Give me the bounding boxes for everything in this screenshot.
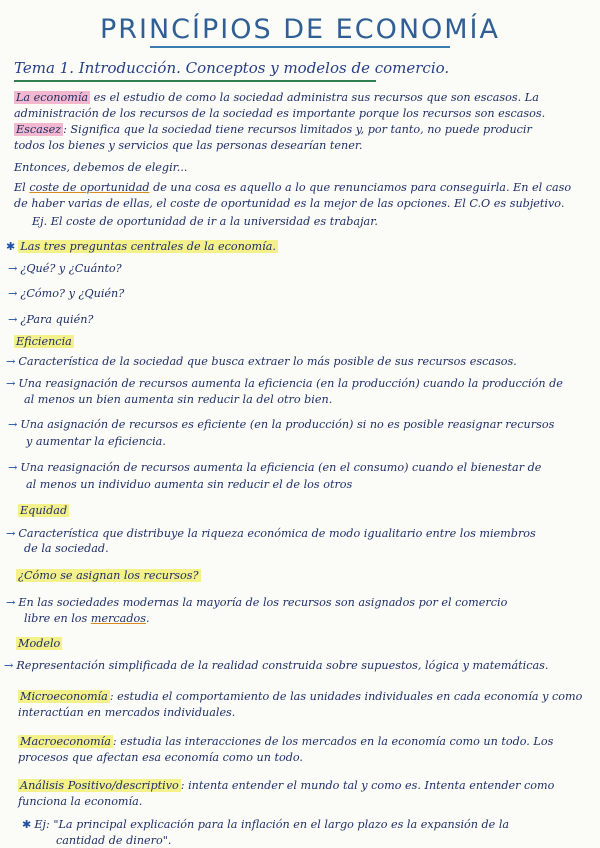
model-heading-text: Modelo (18, 637, 61, 650)
highlight-analisis-positivo: Análisis Positivo/descriptivo (20, 779, 179, 792)
question-2-text: ¿Cómo? y ¿Quién? (20, 287, 125, 300)
questions-heading-text: Las tres preguntas centrales de la economía. (20, 240, 276, 253)
decide-line: Entonces, debemos de elegir... (14, 161, 188, 174)
highlight-economia: La economía (16, 91, 89, 104)
question-3-text: ¿Para quién? (20, 313, 94, 326)
arrow-icon: → (8, 287, 18, 300)
question-1 (8, 262, 122, 275)
star-icon: ✱ (22, 818, 32, 831)
efficiency-item-2 (6, 377, 563, 390)
highlight-escasez: Escasez (16, 123, 62, 136)
example-line-1 (22, 818, 509, 831)
arrow-icon: → (6, 377, 16, 390)
cost-prefix: El (14, 181, 30, 194)
star-icon: ✱ (6, 240, 16, 253)
allocation-line-2-c: . (146, 612, 150, 625)
efficiency-item-1 (6, 355, 517, 368)
macro-line-1-text: : estudia las interacciones de los mercados en la economía como un todo. Los (112, 735, 554, 748)
highlight-macroeconomia: Macroeconomía (20, 735, 111, 748)
arrow-icon: → (6, 596, 16, 609)
questions-heading (6, 240, 278, 253)
efficiency-heading (14, 335, 74, 348)
model-line-1 (4, 659, 548, 672)
title-underline (150, 46, 450, 48)
equity-line-1 (6, 527, 536, 540)
arrow-icon: → (6, 355, 16, 368)
model-line-1-text: Representación simplificada de la realidad construida sobre supuestos, lógica y matemáticas. (16, 659, 549, 672)
allocation-line-2 (24, 612, 150, 625)
micro-line-1-text: : estudia el comportamiento de las unidades individuales en cada economía y como (109, 690, 583, 703)
macro-line-2: procesos que afectan esa economía como un todo. (18, 751, 303, 764)
highlight-coste-oportunidad: coste de oportunidad (29, 181, 150, 194)
arrow-icon: → (8, 461, 18, 474)
equity-line-1-text: Característica que distribuye la riqueza económica de modo igualitario entre los miembros (18, 527, 536, 540)
efficiency-item-3 (8, 418, 554, 431)
efficiency-item-2-cont: al menos un bien aumenta sin reducir la del otro bien. (24, 393, 333, 406)
arrow-icon: → (8, 313, 18, 326)
positive-line-1-text: : intenta entender el mundo tal y como es. Intenta entender como (180, 779, 555, 792)
arrow-icon: → (4, 659, 14, 672)
question-1-text: ¿Qué? y ¿Cuánto? (20, 262, 122, 275)
cost-example: Ej. El coste de oportunidad de ir a la universidad es trabajar. (32, 215, 378, 228)
allocation-heading (16, 569, 201, 582)
equity-heading (18, 504, 69, 517)
intro-line-3-text: : Significa que la sociedad tiene recursos limitados y, por tanto, no puede producir (63, 123, 532, 136)
question-3 (8, 313, 93, 326)
question-2 (8, 287, 124, 300)
allocation-line-2-a: libre en los (24, 612, 91, 625)
allocation-line-1 (6, 596, 507, 609)
topic-heading: Tema 1. Introducción. Conceptos y modelos de comercio. (14, 59, 450, 77)
intro-line-2: administración de los recursos de la sociedad es importante porque los recursos son escasos. (14, 107, 546, 120)
efficiency-item-3-cont: y aumentar la eficiencia. (26, 435, 166, 448)
topic-underline (14, 80, 376, 82)
intro-line-3 (14, 123, 532, 136)
efficiency-item-4-cont: al menos un individuo aumenta sin reducir el de los otros (26, 478, 353, 491)
positive-line-2: funciona la economía. (18, 795, 143, 808)
allocation-line-1-text: En las sociedades modernas la mayoría de los recursos son asignados por el comercio (18, 596, 508, 609)
intro-line-1 (14, 91, 539, 104)
efficiency-item-4 (8, 461, 541, 474)
efficiency-item-4-text: Una reasignación de recursos aumenta la eficiencia (en el consumo) cuando el bienestar de (20, 461, 542, 474)
arrow-icon: → (8, 262, 18, 275)
efficiency-item-2-text: Una reasignación de recursos aumenta la eficiencia (en la producción) cuando la producción de (18, 377, 563, 390)
model-heading (16, 637, 62, 650)
micro-line-2: interactúan en mercados individuales. (18, 706, 236, 719)
example-line-2: cantidad de dinero". (56, 834, 172, 847)
efficiency-item-1-text: Característica de la sociedad que busca extraer lo más posible de sus recursos escasos. (18, 355, 517, 368)
equity-line-2: de la sociedad. (24, 542, 109, 555)
page-title: PRINCÍPIOS DE ECONOMÍA (99, 14, 500, 45)
allocation-heading-text: ¿Cómo se asignan los recursos? (18, 569, 199, 582)
macro-line-1 (18, 735, 553, 748)
efficiency-item-3-text: Una asignación de recursos es eficiente (en la producción) si no es posible reasignar recursos (20, 418, 555, 431)
arrow-icon: → (6, 527, 16, 540)
cost-line-1-text: de una cosa es aquello a lo que renunciamos para conseguirla. En el caso (149, 181, 572, 194)
example-line-1-text: Ej: "La principal explicación para la inflación en el largo plazo es la expansión de la (34, 818, 510, 831)
arrow-icon: → (8, 418, 18, 431)
cost-line-1 (14, 181, 571, 194)
cost-line-2: de haber varias de ellas, el coste de oportunidad es la mejor de las opciones. El C.O es subjetivo. (14, 197, 565, 210)
intro-line-1-text: es el estudio de como la sociedad administra sus recursos que son escasos. La (90, 91, 539, 104)
intro-line-4: todos los bienes y servicios que las personas desearían tener. (14, 139, 363, 152)
positive-line-1 (18, 779, 554, 792)
highlight-microeconomia: Microeconomía (20, 690, 108, 703)
equity-heading-text: Equidad (20, 504, 68, 517)
highlight-mercados: mercados (90, 612, 146, 625)
efficiency-heading-text: Eficiencia (16, 335, 72, 348)
micro-line-1 (18, 690, 582, 703)
